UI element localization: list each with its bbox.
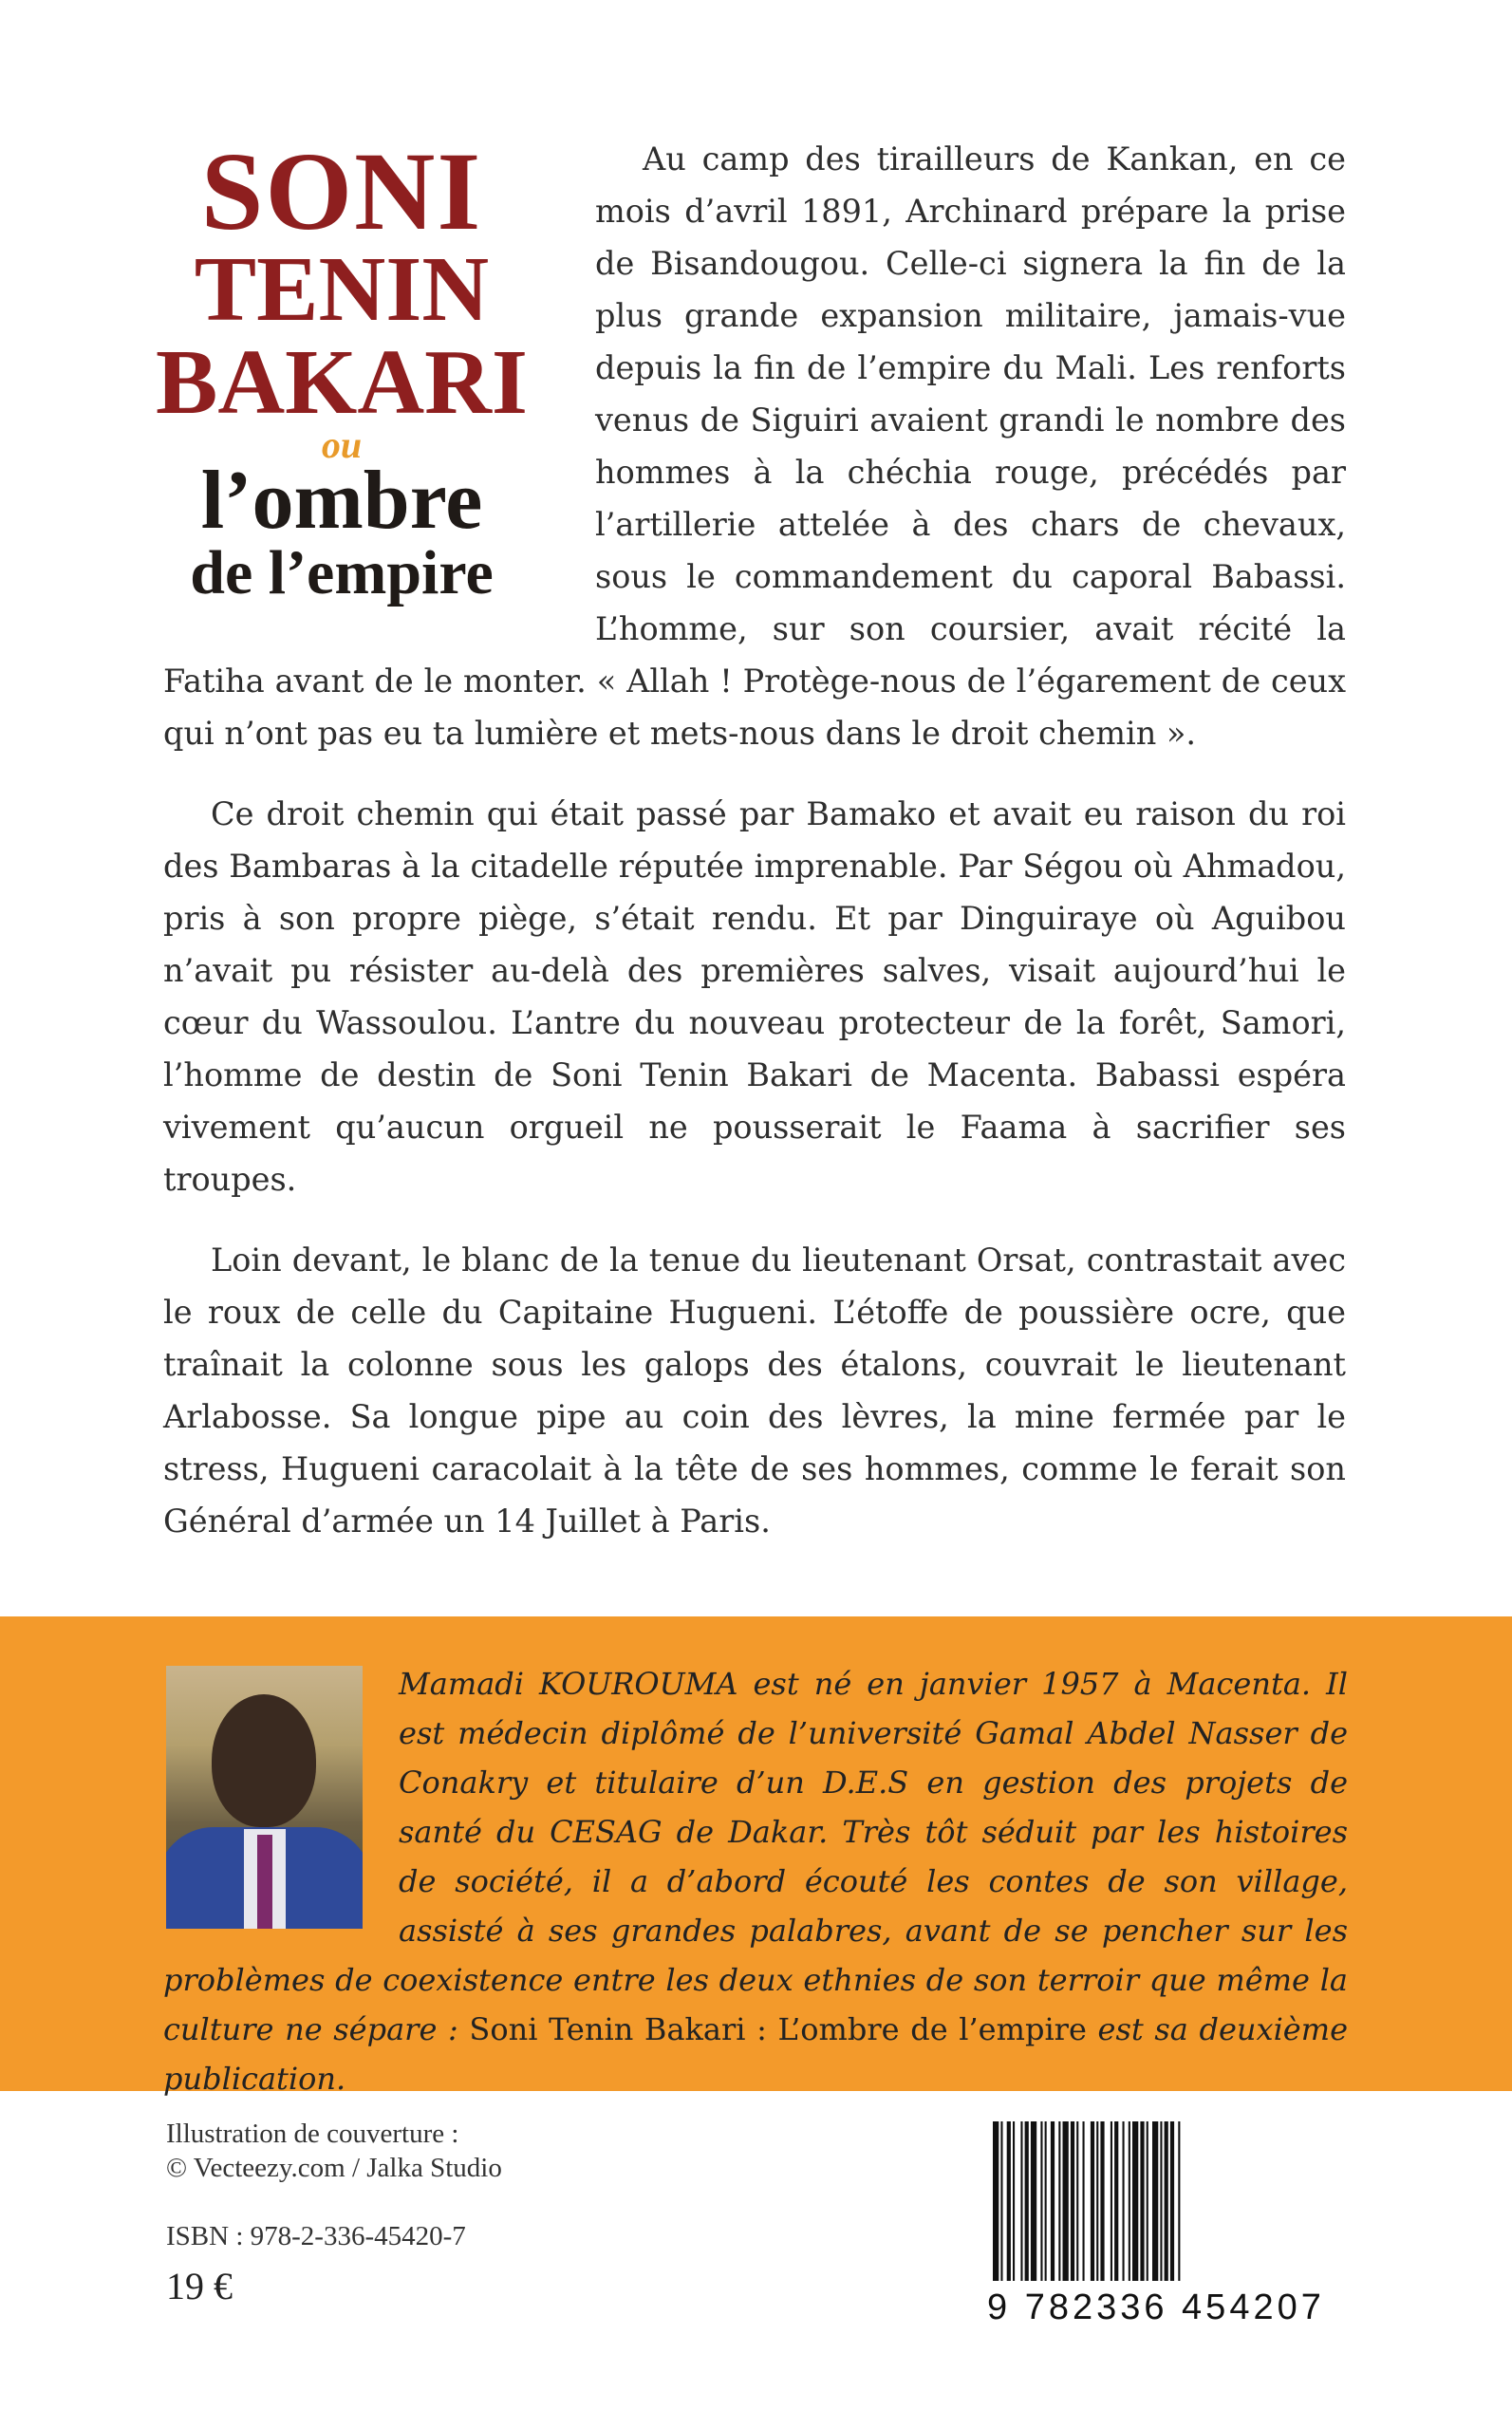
title-connector: ou bbox=[321, 423, 363, 466]
author-bio-end: est sa deuxième publication. bbox=[163, 2011, 1349, 2097]
author-bio-band bbox=[0, 1616, 1512, 2097]
author-bio-text: Mamadi KOUROUMA est né en janvier 1957 à Macenta. Il est médecin diplômé de l’université Gamal Abdel Nasser de Conakry et titulaire d’un D.E.S en gestion des projets de santé du CESAG de Dakar. Très tôt séduit par les histoires de société, il a d’abord écouté les contes de son village, assisté à ses grandes palabres, avant de se pencher sur les problèmes de coexistence entre les deux ethnies de son terroir que même la culture ne sépare : bbox=[163, 1666, 1348, 2047]
isbn: ISBN : 978-2-336-45420-7 bbox=[166, 2221, 466, 2251]
title-line-empire: de l’empire bbox=[190, 538, 494, 607]
barcode-digits: 9 782336 454207 bbox=[987, 2288, 1325, 2327]
author-bio bbox=[163, 1659, 1348, 2103]
price: 19 € bbox=[166, 2265, 233, 2307]
synopsis-paragraph-2: Ce droit chemin qui était passé par Bamako et avait eu raison du roi des Bambaras à la citadelle réputée imprenable. Par Ségou où Ahmadou, pris à son propre piège, s’était rendu. Et par Dinguiraye où Aguibou n’avait pu résister au-delà des premières salves, visait aujourd’hui le cœur du Wassoulou. L’antre du nouveau protecteur de la forêt, Samori, l’homme de destin de Soni Tenin Bakari de Macenta. Babassi espéra vivement qu’aucun orgueil ne pousserait le Faama à sacrifier ses troupes. bbox=[163, 795, 1346, 1198]
cover-credits bbox=[166, 2117, 502, 2185]
title-line-bakari: BAKARI bbox=[155, 331, 529, 434]
barcode bbox=[987, 2121, 1348, 2327]
credits-line-1: Illustration de couverture : bbox=[166, 2119, 459, 2149]
synopsis-paragraph-3: Loin devant, le blanc de la tenue du lieutenant Orsat, contrastait avec le roux de celle du Capitaine Hugueni. L’étoffe de poussière ocre, que traînait la colonne sous les galops des étalons, couvrait le lieutenant Arlabosse. Sa longue pipe au coin des lèvres, la mine fermée par le stress, Hugueni caracolait à la tête de ses hommes, comme le ferait son Général d’armée un 14 Juillet à Paris. bbox=[163, 1242, 1346, 1540]
title-line-ombre: l’ombre bbox=[200, 455, 483, 547]
title-line-tenin: TENIN bbox=[194, 238, 490, 341]
credits-line-2: © Vecteezy.com / Jalka Studio bbox=[166, 2153, 502, 2183]
synopsis bbox=[163, 133, 1346, 1576]
barcode-bars bbox=[987, 2121, 1348, 2283]
title-space bbox=[163, 133, 595, 655]
author-bio-book-title: Soni Tenin Bakari : L’ombre de l’empire bbox=[469, 2011, 1087, 2047]
title-line-soni: SONI bbox=[200, 129, 483, 253]
synopsis-paragraph-1: Au camp des tirailleurs de Kankan, en ce mois d’avril 1891, Archinard prépare la prise de Bisandougou. Celle-ci signera la fin de la plus grande expansion militaire, jamais-vue depuis la fin de l’empire du Mali. Les renforts venus de Siguiri avaient grandi le nombre des hommes à la chéchia rouge, précédés par l’artillerie attelée à des chars de chevaux, sous le commandement du caporal Babassi. L’homme, sur son coursier, avait récité la Fatiha avant de le monter. « Allah ! Protège-nous de l’égarement de ceux qui n’ont pas eu ta lumière et mets-nous dans le droit chemin ». bbox=[163, 140, 1346, 752]
